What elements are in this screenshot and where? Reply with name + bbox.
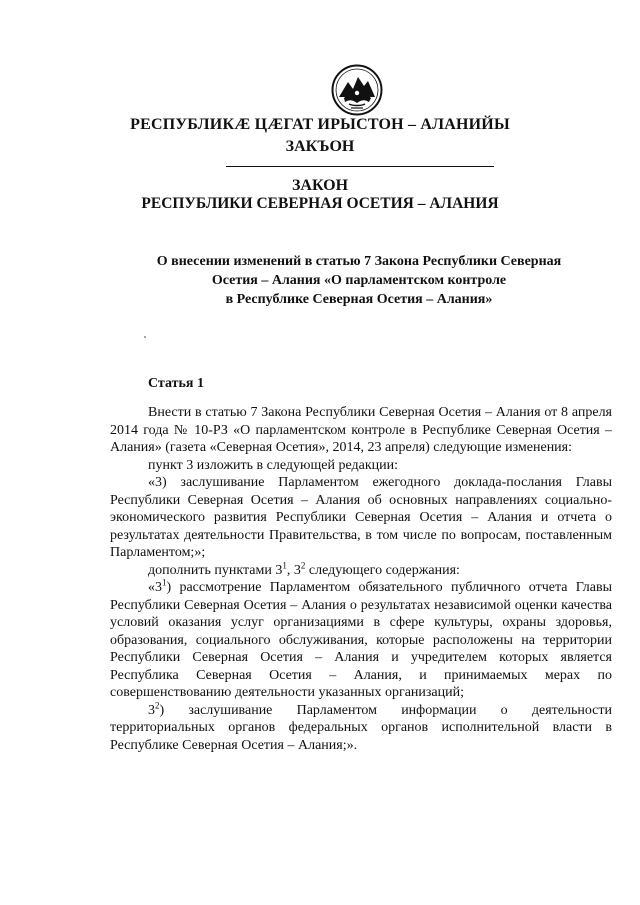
text-run: 3 [148,702,155,718]
superscript: 2 [300,559,306,570]
body-paragraph [110,559,612,580]
law-subject-line: О внесении изменений в статью 7 Закона Республики Северная [156,254,562,269]
text-run: , 3 [286,562,301,578]
superscript: 1 [162,577,167,588]
header-divider [226,166,494,167]
text-run: «3 [148,580,162,595]
ossetian-law-heading: ЗАКЪОН [285,138,355,155]
law-heading: ЗАКОН [291,177,349,194]
text-run: следующего содержания: [305,562,460,578]
article-title: Статья 1 [148,376,204,391]
body-paragraph: «3) заслушивание Парламентом ежегодного доклада-послания Главы Республики Северная Осетия – Алания об основных направлениях социально-экономического развития Республики Северная Осетия – Алания и отчета о результатах деятельности Правительства, в том числе по вопросам, поставленным Парламентом;»; [110,475,612,560]
coat-of-arms-emblem [331,64,383,116]
body-paragraph: пункт 3 изложить в следующей редакции: [148,457,398,473]
body-paragraph [110,579,612,702]
law-subject-line: Осетия – Алания «О парламентском контроле [211,273,507,288]
text-run: дополнить пунктами 3 [148,562,283,578]
body-paragraph: Внести в статью 7 Закона Республики Северная Осетия – Алания от 8 апреля 2014 года № 10-РЗ «О парламентском контроле в Республике Северная Осетия – Алания» (газета «Северная Осетия», 2014, 23 апреля) следующие изменения: [110,405,612,455]
superscript: 2 [155,699,160,710]
ossetian-republic-title: РЕСПУБЛИКӔ ЦӔГАТ ИРЫСТОН – АЛАНИЙЫ [130,116,510,133]
text-run: ) заслушивание Парламентом информации о деятельности территориальных органов федеральных органов исполнительной власти в Республике Северная Осетия – Алания;». [110,702,612,753]
article-body [110,404,612,754]
body-paragraph [110,699,612,755]
law-subject [130,252,588,309]
republic-heading: РЕСПУБЛИКИ СЕВЕРНАЯ ОСЕТИЯ – АЛАНИЯ [141,195,499,212]
text-run: ) рассмотрение Парламентом обязательного публичного отчета Главы Республики Северная Осетия – Алания о результатах независимой оценки качества условий оказания услуг организациями в сфере культуры, охраны здоровья, образования, социального обслуживания, которые расположены на территории Республики Северная Осетия – Алания и учредителем которых является Республика Северная Осетия – Алания, и принимаемых мерах по совершенствованию деятельности указанных организаций; [110,580,612,700]
superscript: 1 [282,559,287,570]
law-subject-line: в Республике Северная Осетия – Алания» [225,292,493,307]
scan-speck [144,336,146,338]
